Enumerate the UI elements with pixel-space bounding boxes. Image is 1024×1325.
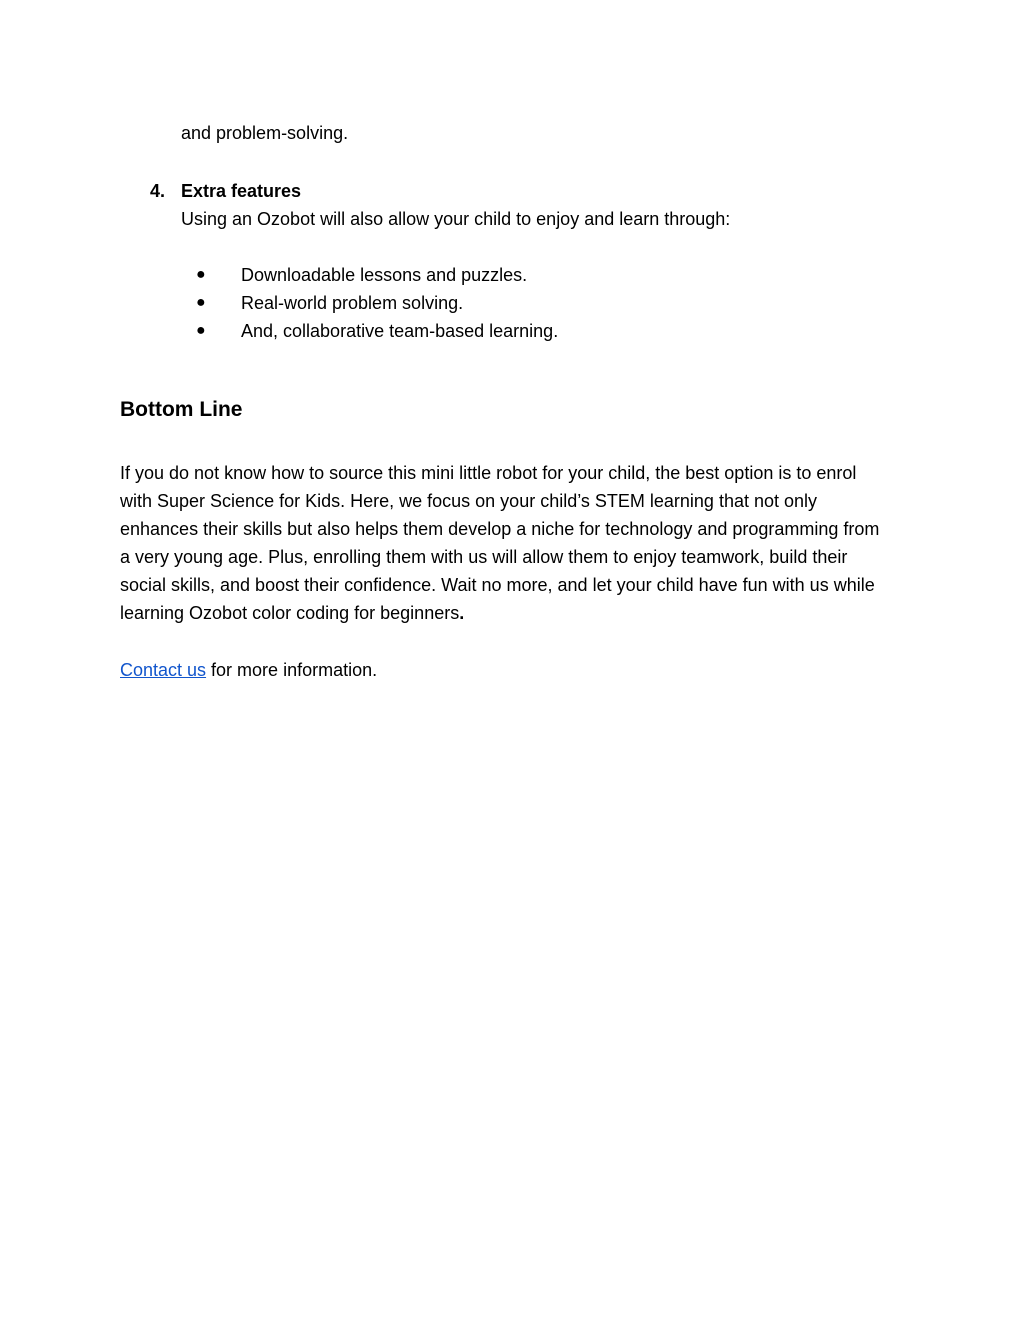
bullet-icon: ● [196,322,206,339]
paragraph-line: with Super Science for Kids. Here, we focus on your child’s STEM learning that not only [120,491,818,511]
paragraph-line: enhances their skills but also helps them develop a niche for technology and programming from [120,519,880,539]
paragraph-line: a very young age. Plus, enrolling them with us will allow them to enjoy teamwork, build their [120,547,848,567]
bullet-item: Real-world problem solving. [241,293,464,313]
contact-rest-text: for more information. [206,660,378,680]
bullet-icon: ● [196,266,206,283]
bullet-item: Downloadable lessons and puzzles. [241,265,528,285]
list-item-title: Extra features [181,181,302,201]
body-paragraph [120,459,910,627]
paragraph-line [120,599,910,627]
paragraph-last-punct: . [459,603,465,623]
section-heading: Bottom Line [120,398,243,421]
bullet-item: And, collaborative team-based learning. [241,321,559,341]
paragraph-line: If you do not know how to source this mini little robot for your child, the best option is to enrol [120,463,857,483]
paragraph-last-text: learning Ozobot color coding for beginners [120,603,460,623]
continuation-text: and problem-solving. [181,123,349,143]
contact-line [120,656,377,684]
bullet-icon: ● [196,294,206,311]
list-item-intro: Using an Ozobot will also allow your child to enjoy and learn through: [181,209,731,229]
list-number-4: 4. [150,181,166,201]
contact-us-link[interactable]: Contact us [120,660,207,680]
paragraph-line: social skills, and boost their confidence. Wait no more, and let your child have fun with us while [120,575,875,595]
